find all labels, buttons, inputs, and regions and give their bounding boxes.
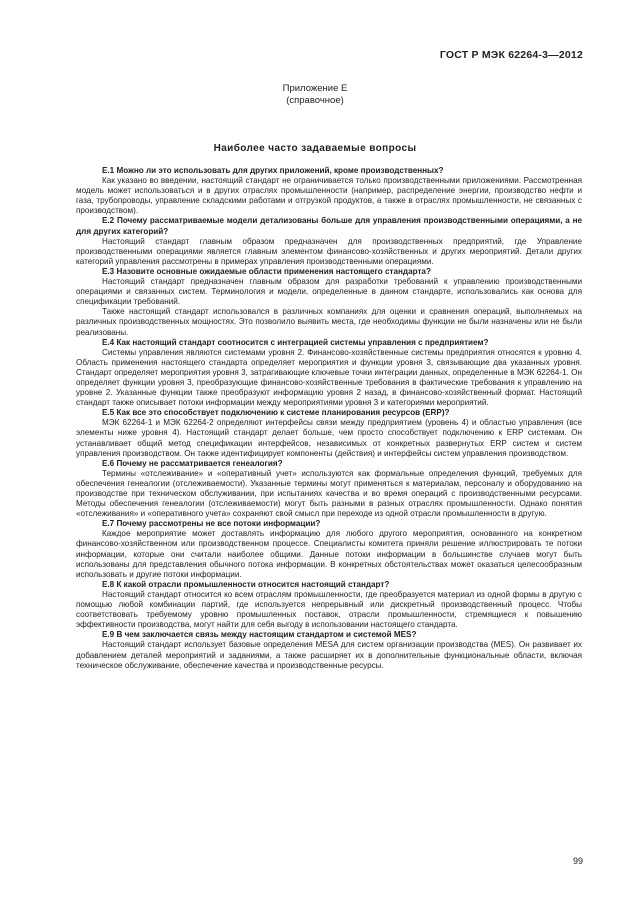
- faq-answer: Также настоящий стандарт использовался в различных компаниях для оценки и сравнения операций, выполняемых на различных производственных мощностях. Это позволило выявить места, где необходимы функции не были назначены или не были реализованы.: [76, 307, 582, 337]
- annex-heading: [0, 83, 630, 107]
- annex-subtitle: (справочное): [286, 95, 344, 106]
- faq-answer: Системы управления являются системами уровня 2. Финансово-хозяйственные системы предприятия относятся к уровню 4. Область применения настоящего стандарта определяет мероприятия и функции уровня 3, связывающие два указанных уровня. Стандарт определяет мероприятия уровня 3, затрагивающие ключевые точки интеграции данных, определенные в МЭК 62264-1. Он определяет функции уровня 3, преобразующие финансово-хозяйственные требования в фактические требования к управлению на уровне 2. Указанные функции также преобразуют информацию уровня 2 назад, в финансово-хозяйственный формат. Настоящий стандарт также описывает потоки информации между мероприятиями уровня 3 и категориями мероприятий.: [76, 347, 582, 408]
- annex-title: Приложение Е: [282, 83, 348, 94]
- faq-question: Е.4 Как настоящий стандарт соотносится с интеграцией системы управления с предприятием?: [102, 337, 489, 347]
- document-header: ГОСТ Р МЭК 62264-3—2012: [439, 49, 583, 61]
- faq-answer: МЭК 62264-1 и МЭК 62264-2 определяют интерфейсы связи между предприятием (уровень 4) и областью управления (все элементы ниже уровня 4). Настоящий стандарт делает больше, чем просто способствует подключению к ERP системам. Он устанавливает общий метод спецификации интерфейсов, независимых от конкретных развернутых ERP систем и систем управления производством. Он также идентифицирует компоненты (действия) и интерфейсы систем управления производством.: [76, 418, 582, 458]
- faq-answer: Каждое мероприятие может доставлять информацию для любого другого мероприятия, основанного на конкретном финансово-хозяйственном или производственном процессе. Специалисты комитета приняли решение иллюстрировать те потоки информации, которые они считали наиболее общими. Данные потоки информации в большинстве случаев могут быть использованы для представления обычного потока информации. В конкретных обстоятельствах может оказаться целесообразным использовать и другие потоки информации.: [76, 529, 582, 579]
- faq-answer: Настоящий стандарт главным образом предназначен для производственных предприятий, где Управление производственными операциями является главным элементом финансово-хозяйственных и других мероприятий. Детали других категорий управления рассмотрены в примерах управления производственными операциями.: [76, 236, 582, 266]
- faq-answer: Термины «отслеживание» и «оперативный учет» используются как формальные определения функций, требуемых для обеспечения генеалогии (отслеживаемости). Указанные термины могут применяться к материалам, персоналу и оборудованию на производстве при техническом обслуживании, при испытаниях качества и во время операций с производственными ресурсами. Методы обеспечения генеалогии (отслеживаемости) могут быть разными в разных отраслях промышленности. Однако понятия «отслеживания» и «оперативного учета» сохраняют свой смысл при переходе из одной отрасли промышленности в другую.: [76, 468, 582, 519]
- faq-question: Е.7 Почему рассмотрены не все потоки информации?: [102, 519, 321, 529]
- section-title: Наиболее часто задаваемые вопросы: [213, 143, 417, 154]
- faq-answer: Настоящий стандарт использует базовые определения MESA для систем организации производства (MES). Он развивает их добавлением деталей мероприятий и заданиями, а также расширяет их в дополнительные функциональные области, включая техническое обслуживание, обеспечение качества и производственные ресурсы.: [76, 640, 582, 670]
- faq-question: Е.3 Назовите основные ожидаемые области применения настоящего стандарта?: [102, 266, 431, 276]
- faq-answer: Настоящий стандарт предназначен главным образом для разработки требований к управлению производственными операциями и связанных систем. Терминология и модели, определенные в данном стандарте, использовались как основа для спецификации требований.: [76, 277, 582, 307]
- faq-answer: Настоящий стандарт относится ко всем отраслям промышленности, где преобразуется материал из одной формы в другую с помощью любой комбинации партий, где используется непрерывный или дискретный производственный процесс. Чтобы соответствовать требуемому уровню промышленных поставок, отрасли промышленности, стремящиеся к повышению эффективности производства, могут найти для себя выгоду в использовании настоящего стандарта.: [76, 589, 582, 630]
- faq-question: Е.9 В чем заключается связь между настоящим стандартом и системой MES?: [102, 630, 417, 640]
- faq-question: Е.8 К какой отрасли промышленности относится настоящий стандарт?: [102, 579, 390, 589]
- faq-content: [76, 166, 582, 671]
- faq-question: Е.2 Почему рассматриваемые модели детализованы больше для управления производственными операциями, а не для других категорий?: [76, 216, 582, 236]
- faq-answer: Как указано во введении, настоящий стандарт не ограничивается только производственными приложениями. Рассмотренная модель может использоваться и в других отраслях промышленности (например, распределение энергии, производство нефти и газа, трубопроводы, управление складскими работами и отгрузкой продуктов, а также в отраслях промышленности, не связанных с производством).: [76, 176, 582, 216]
- faq-question: Е.5 Как все это способствует подключению к системе планирования ресурсов (ERP)?: [102, 408, 450, 418]
- page-number: 99: [572, 856, 583, 866]
- faq-question: Е.1 Можно ли это использовать для других приложений, кроме производственных?: [102, 166, 444, 175]
- faq-question: Е.6 Почему не рассматривается генеалогия?: [102, 458, 283, 468]
